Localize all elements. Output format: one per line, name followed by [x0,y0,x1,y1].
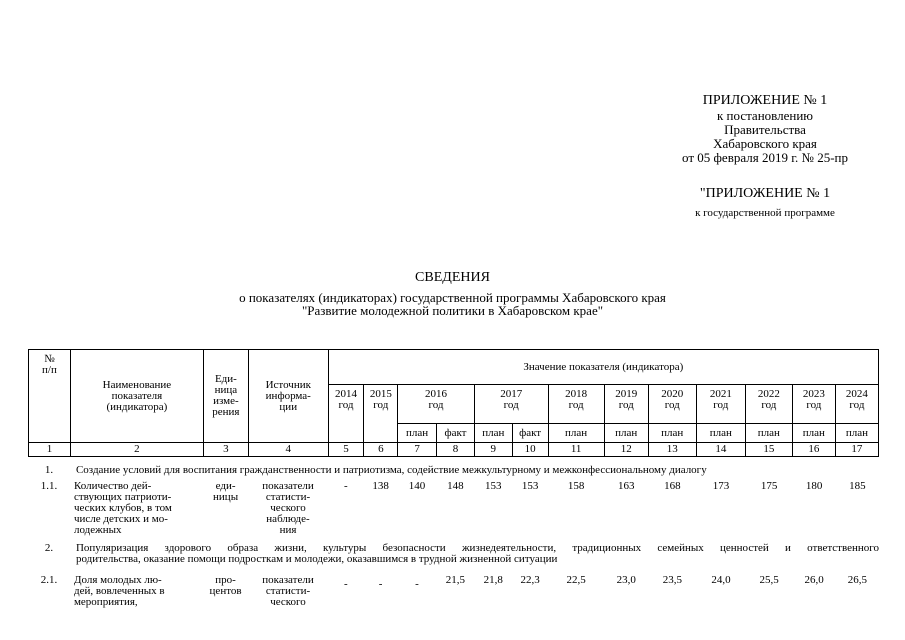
appendix-line: от 05 февраля 2019 г. № 25-пр [682,150,848,165]
column-number: 7 [398,443,437,457]
header-plan-fact: план [792,424,835,443]
indicator-name: Количество дей- ствующих патриоти- ческих клубов, в том числе детских и мо- лодежных [73,480,172,536]
section-title: Создание условий для воспитания гражданственности и патриотизма, содействие межкультурному и межконфессиональному диалогу [75,464,707,476]
header-plan-fact: факт [437,424,475,443]
column-number: 12 [604,443,648,457]
indicators-table-header [28,349,879,457]
section-number: 1. [44,464,54,476]
header-plan-fact: план [604,424,648,443]
program-appendix-block [640,186,890,219]
header-plan-fact: план [648,424,696,443]
header-year: 2016 год [398,385,475,424]
header-plan-fact: план [745,424,792,443]
value-cell: 138 [372,480,389,492]
value-cell: - [378,578,383,590]
header-year: 2017 год [474,385,548,424]
value-cell: 180 [805,480,823,492]
header-year: 2023 год [792,385,835,424]
value-cell: 185 [849,480,866,492]
document-title: СВЕДЕНИЯ [415,270,490,285]
header-year: 2021 год [696,385,745,424]
value-cell: 26,5 [847,574,867,586]
column-number: 8 [437,443,475,457]
section-number: 2. [44,542,54,554]
column-number: 4 [248,443,328,457]
table-row [28,481,879,539]
column-number: 11 [548,443,604,457]
header-source: Источник информа- ции [248,350,328,443]
header-year: 2018 год [548,385,604,424]
header-year: 2022 год [745,385,792,424]
appendix-line: Хабаровского края [713,136,817,151]
column-number: 13 [648,443,696,457]
indicator-unit: еди- ницы [213,480,239,503]
column-number: 9 [474,443,512,457]
program-appendix-title: "ПРИЛОЖЕНИЕ № 1 [699,186,831,201]
header-plan-fact: план [548,424,604,443]
indicator-unit: про- центов [209,574,242,597]
header-unit: Еди- ница изме- рения [203,350,248,443]
value-cell: 173 [712,480,730,492]
column-number: 17 [835,443,878,457]
header-num: № п/п [29,350,71,443]
value-cell: 175 [760,480,778,492]
indicator-source: показатели статисти- ческого [262,574,314,608]
header-year: 2024 год [835,385,878,424]
document-subtitle-line2: "Развитие молодежной политики в Хабаровском крае" [301,303,604,318]
section-title: Популяризация здорового образа жизни, культуры безопасности жизнедеятельности, традиционных семейных ценностей и ответственного родительства, оказание помощи подросткам и молодежи, оказавшимся в трудной жизненной ситуации [75,542,879,565]
value-cell: 140 [408,480,426,492]
value-cell: 158 [567,480,585,492]
column-number: 5 [328,443,364,457]
header-plan-fact: план [398,424,437,443]
section-row [28,539,879,569]
header-plan-fact: план [835,424,878,443]
value-cell: 26,0 [804,574,824,586]
indicator-source: показатели статисти- ческого наблюде- ния [262,480,314,536]
value-cell: 21,8 [483,574,503,586]
value-cell: 168 [664,480,681,492]
value-cell: 25,5 [759,574,779,586]
column-number: 14 [696,443,745,457]
value-cell: 148 [447,480,464,492]
value-cell: 153 [521,480,539,492]
column-number: 1 [29,443,71,457]
column-number: 6 [364,443,398,457]
value-cell: 153 [484,480,502,492]
value-cell: 22,5 [566,574,586,586]
document-subtitle-line1: о показателях (индикаторах) государственной программы Хабаровского края [239,290,666,305]
header-plan-fact: факт [512,424,548,443]
header-year: 2020 год [648,385,696,424]
column-number: 16 [792,443,835,457]
value-cell: 23,0 [616,574,636,586]
header-name: Наименование показателя (индикатора) [70,350,203,443]
header-year: 2015 год [364,385,398,443]
appendix-block [640,93,890,165]
table-row [28,569,879,609]
value-cell: - [344,578,348,590]
appendix-line: Правительства [724,122,806,137]
indicator-name: Доля молодых лю- дей, вовлеченных в мероприятия, [73,574,165,608]
value-cell: - [344,480,348,492]
value-cell: 163 [618,480,635,492]
value-cell: - [415,578,419,590]
section-row [28,463,879,481]
header-plan-fact: план [474,424,512,443]
column-number: 2 [70,443,203,457]
appendix-title: ПРИЛОЖЕНИЕ № 1 [702,93,828,108]
value-cell: 22,3 [520,574,540,586]
value-cell: 24,0 [711,574,731,586]
value-cell: 23,5 [662,574,682,586]
header-year: 2014 год [328,385,364,443]
program-appendix-subtitle: к государственной программе [695,207,835,219]
value-cell: 21,5 [445,574,465,586]
indicators-table-body [28,463,879,609]
header-value-group: Значение показателя (индикатора) [328,350,878,385]
header-year: 2019 год [604,385,648,424]
row-number: 1.1. [40,480,58,492]
header-plan-fact: план [696,424,745,443]
appendix-line: к постановлению [716,108,814,123]
row-number: 2.1. [40,574,58,586]
column-number: 10 [512,443,548,457]
column-number: 15 [745,443,792,457]
column-number: 3 [203,443,248,457]
